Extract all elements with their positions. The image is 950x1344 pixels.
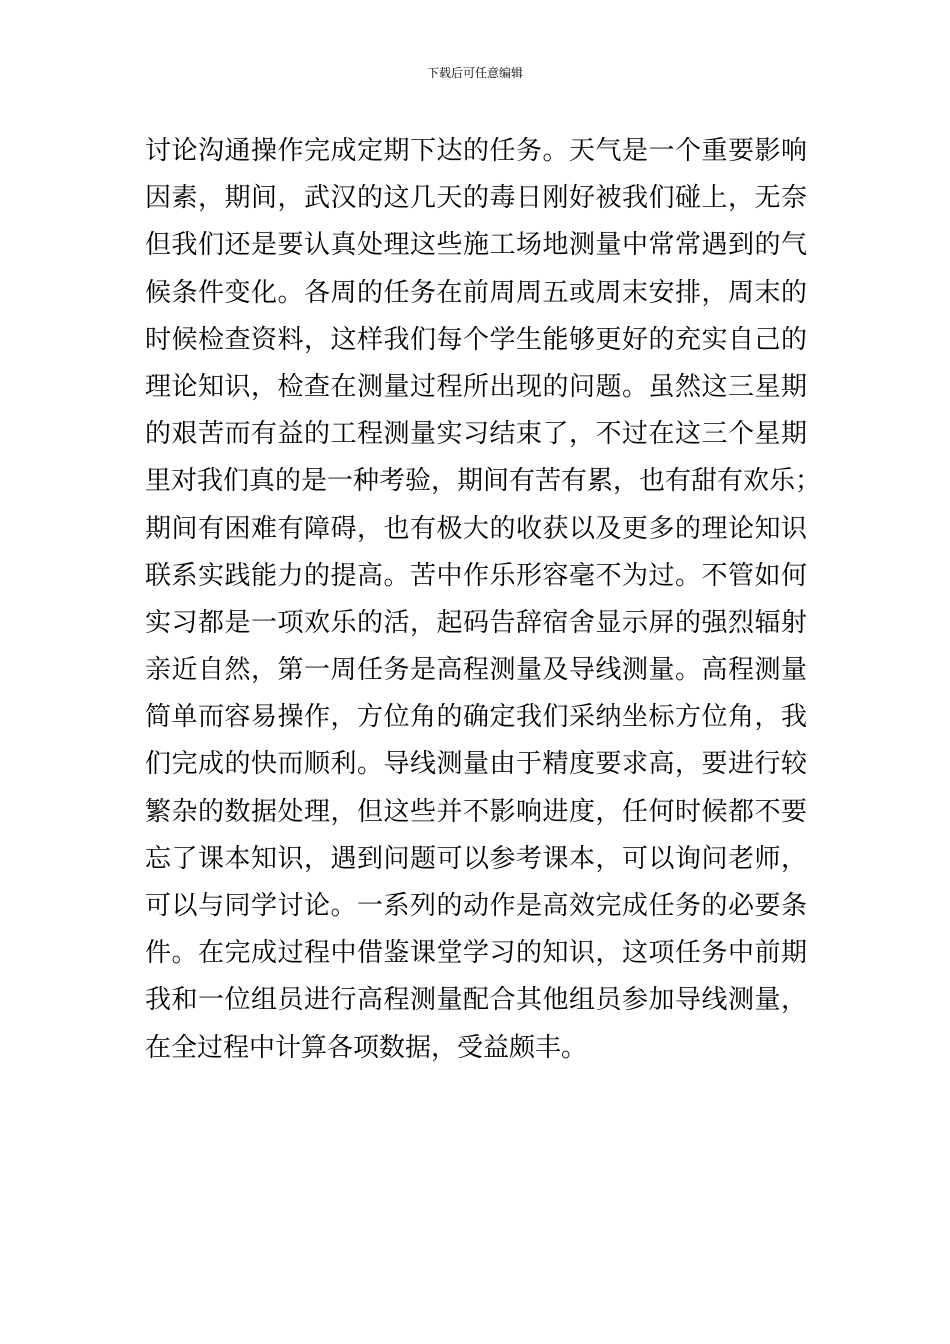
body-paragraph <box>145 128 822 1072</box>
text-line: 的艰苦而有益的工程测量实习结束了，不过在这三个星期 <box>145 419 807 450</box>
text-line: 但我们还是要认真处理这些施工场地测量中常常遇到的气 <box>145 230 807 261</box>
text-line: 可以与同学讨论。一系列的动作是高效完成任务的必要条 <box>145 891 807 921</box>
text-line: 实习都是一项欢乐的活，起码告辞宿舍显示屏的强烈辐射 <box>145 607 807 638</box>
text-line: 件。在完成过程中借鉴课堂学习的知识，这项任务中前期 <box>145 938 807 969</box>
text-line: 联系实践能力的提高。苦中作乐形容毫不为过。不管如何 <box>145 560 807 591</box>
text-line: 简单而容易操作，方位角的确定我们采纳坐标方位角，我 <box>145 702 807 733</box>
text-line: 讨论沟通操作完成定期下达的任务。天气是一个重要影响 <box>145 136 807 166</box>
text-line: 我和一位组员进行高程测量配合其他组员参加导线测量， <box>145 985 807 1016</box>
text-line: 在全过程中计算各项数据，受益颇丰。 <box>145 1032 588 1063</box>
text-line: 里对我们真的是一种考验，期间有苦有累，也有甜有欢乐； <box>145 466 822 497</box>
text-line: 理论知识，检查在测量过程所出现的问题。虽然这三星期 <box>145 371 807 402</box>
text-line: 期间有困难有障碍，也有极大的收获以及更多的理论知识 <box>145 513 807 544</box>
text-line: 们完成的快而顺利。导线测量由于精度要求高，要进行较 <box>145 749 807 780</box>
text-line: 时候检查资料，这样我们每个学生能够更好的充实自己的 <box>145 324 807 355</box>
text-line: 候条件变化。各周的任务在前周周五或周末安排，周末的 <box>145 277 807 308</box>
text-line: 繁杂的数据处理，但这些并不影响进度，任何时候都不要 <box>145 796 807 827</box>
page-header: 下载后可任意编辑 <box>426 66 523 80</box>
text-line: 亲近自然，第一周任务是高程测量及导线测量。高程测量 <box>145 655 807 686</box>
text-line: 因素，期间，武汉的这几天的毒日刚好被我们碰上，无奈 <box>145 183 807 214</box>
text-line: 忘了课本知识，遇到问题可以参考课本，可以询问老师， <box>145 843 807 874</box>
